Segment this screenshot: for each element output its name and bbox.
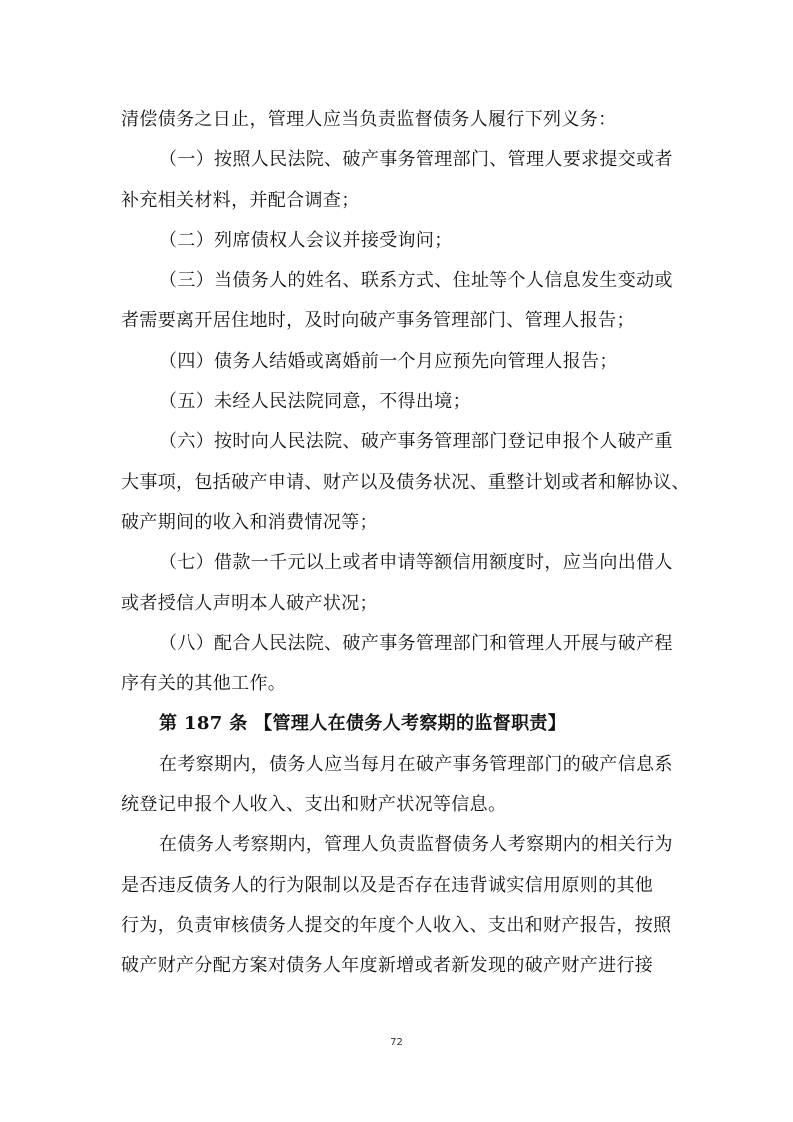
text-line: 是否违反债务人的行为限制以及是否存在违背诚实信用原则的其他 [121,874,654,896]
text-line: （二）列席债权人会议并接受询问； [159,229,453,251]
text-line: （三）当债务人的姓名、联系方式、住址等个人信息发生变动或 [159,270,673,292]
text-line: 在考察期内，债务人应当每月在破产事务管理部门的破产信息系 [159,753,673,775]
text-line: 大事项，包括破产申请、财产以及债务状况、重整计划或者和解协议、 [121,471,690,493]
text-line: 序有关的其他工作。 [121,673,287,695]
text-line: （八）配合人民法院、破产事务管理部门和管理人开展与破产程 [159,632,673,654]
text-line: 者需要离开居住地时，及时向破产事务管理部门、管理人报告； [121,310,635,332]
text-line: 清偿债务之日止，管理人应当负责监督债务人履行下列义务： [121,109,617,130]
text-line: （五）未经人民法院同意，不得出境； [159,391,471,413]
page-number: 72 [390,1037,403,1048]
text-line: 在债务人考察期内，管理人负责监督债务人考察期内的相关行为 [159,834,673,856]
text-line: （六）按时向人民法院、破产事务管理部门登记申报个人破产重 [159,431,673,453]
text-line: 行为，负责审核债务人提交的年度个人收入、支出和财产报告，按照 [121,914,672,936]
text-line: 补充相关材料，并配合调查； [121,189,360,211]
text-line: 破产财产分配方案对债务人年度新增或者新发现的破产财产进行接 [121,955,654,977]
text-line: （四）债务人结婚或离婚前一个月应预先向管理人报告； [159,350,618,372]
text-line: （一）按照人民法院、破产事务管理部门、管理人要求提交或者 [159,149,673,171]
text-line: 统登记申报个人收入、支出和财产状况等信息。 [121,794,507,816]
text-line: 或者授信人声明本人破产状况； [121,592,378,614]
text-line: 破产期间的收入和消费情况等； [121,511,378,533]
article-heading: 第 187 条 【管理人在债务人考察期的监督职责】 [159,713,567,735]
text-line: （七）借款一千元以上或者申请等额信用额度时，应当向出借人 [159,552,673,574]
body-text [121,100,690,987]
